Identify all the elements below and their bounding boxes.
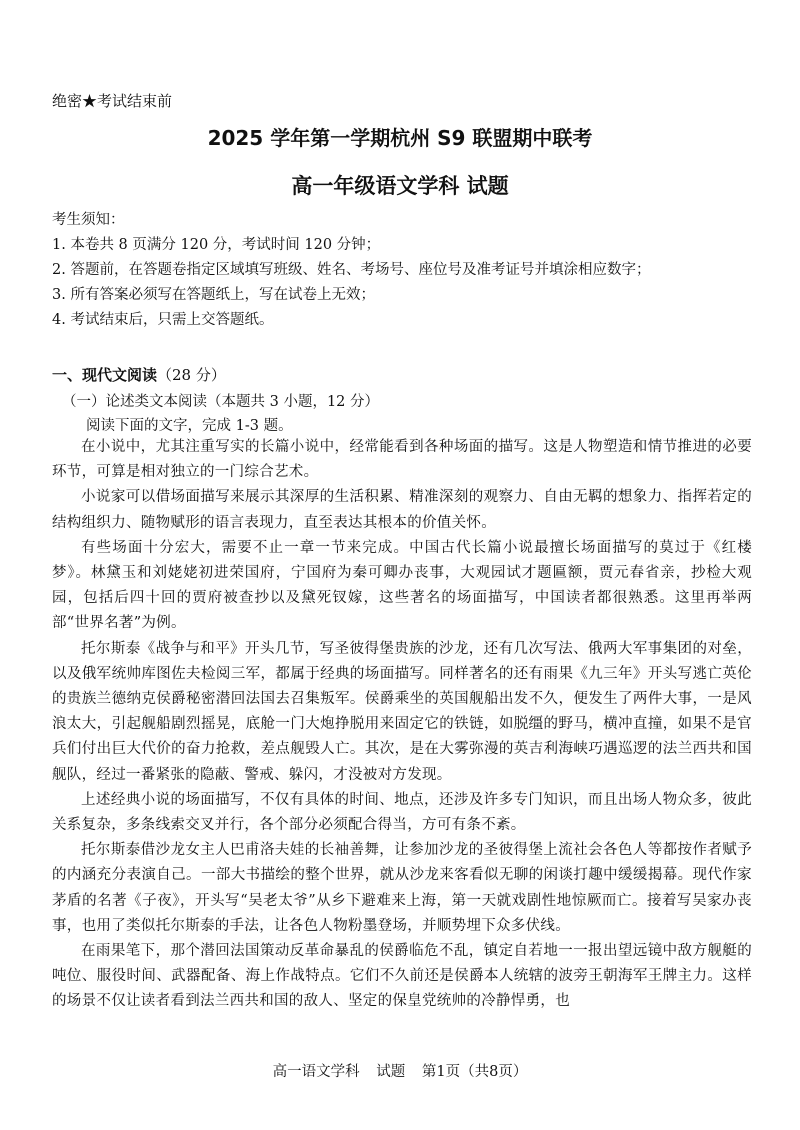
page-number: 第1页（共8页） (421, 1064, 528, 1080)
notice-item: 1. 本卷共 8 页满分 120 分，考试时间 120 分钟； (52, 237, 381, 253)
exam-subtitle: 高一年级语文学科 试题 (291, 174, 509, 198)
page-footer (0, 1060, 800, 1081)
article-body (52, 435, 752, 1015)
exam-title: 2025 学年第一学期杭州 S9 联盟期中联考 (207, 126, 593, 150)
confidential-label: 绝密★考试结束前 (52, 92, 173, 110)
candidate-notice (52, 208, 752, 333)
article-paragraph: 有些场面十分宏大，需要不止一章一节来完成。中国古代长篇小说最擅长场面描写的莫过于《红楼梦》。林黛玉和刘姥姥初进荣国府，宁国府为秦可卿办丧事，大观园试才题匾额，贾元春省亲，抄检大观园，包括后四十回的贾府被查抄以及黛死钗嫁，这些著名的场面描写，中国读者都很熟悉。这里再举两部“世界名著”为例。 (52, 539, 752, 632)
article-paragraph: 托尔斯泰借沙龙女主人巴甫洛夫娃的长袖善舞，让参加沙龙的圣彼得堡上流社会各色人等都按作者赋予的内涵充分表演自己。一部大书描绘的整个世界，就从沙龙来客看似无聊的闲谈打趣中缓缓揭幕。现代作家茅盾的名著《子夜》，开头写“吴老太爷”从乡下避难来上海，第一天就戏剧性地惊厥而亡。接着写吴家办丧事，也用了类似托尔斯泰的手法，让各色人物粉墨登场，并顺势埋下众多伏线。 (52, 842, 752, 934)
notice-item: 4. 考试结束后，只需上交答题纸。 (52, 312, 274, 328)
section-title: 一、现代文阅读 (52, 366, 158, 384)
article-paragraph: 在小说中，尤其注重写实的长篇小说中，经常能看到各种场面的描写。这是人物塑造和情节推进的必要环节，可算是相对独立的一门综合艺术。 (52, 439, 752, 481)
footer-label: 试题 (376, 1064, 406, 1080)
article-paragraph: 托尔斯泰《战争与和平》开头几节，写圣彼得堡贵族的沙龙，还有几次写法、俄两大军事集团的对垒，以及俄军统帅库图佐夫检阅三军，都属于经典的场面描写。同样著名的还有雨果《九三年》开头写逃亡英伦的贵族兰德纳克侯爵秘密潜回法国去召集叛军。侯爵乘坐的英国舰船出发不久，便发生了两件大事，一是风浪太大，引起舰船剧烈摇晃，底舱一门大炮挣脱用来固定它的铁链，如脱缰的野马，横冲直撞，如果不是官兵们付出巨大代价的奋力抢救，差点舰毁人亡。其次，是在大雾弥漫的英吉利海峡巧遇巡逻的法兰西共和国舰队，经过一番紧张的隐蔽、警戒、躲闪，才没被对方发现。 (52, 640, 752, 783)
footer-subject: 高一语文学科 (272, 1064, 360, 1080)
section-points: （28 分） (157, 366, 226, 384)
notice-item: 2. 答题前，在答题卷指定区域填写班级、姓名、考场号、座位号及准考证号并填涂相应数字； (52, 262, 651, 278)
section-heading (52, 364, 226, 385)
notice-item: 3. 所有答案必须写在答题纸上，写在试卷上无效； (52, 287, 375, 303)
subsection-heading: （一）论述类文本阅读（本题共 3 小题，12 分） (62, 394, 380, 410)
article-paragraph: 上述经典小说的场面描写，不仅有具体的时间、地点，还涉及许多专门知识，而且出场人物众多，彼此关系复杂，多条线索交叉并行，各个部分必须配合得当，方可有条不紊。 (52, 791, 752, 834)
reading-instruction: 阅读下面的文字，完成 1-3 题。 (86, 418, 293, 434)
notice-heading: 考生须知： (52, 212, 125, 228)
article-paragraph: 小说家可以借场面描写来展示其深厚的生活积累、精准深刻的观察力、自由无羁的想象力、指挥若定的结构组织力、随物赋形的语言表现力，直至表达其根本的价值关怀。 (52, 489, 752, 531)
article-paragraph: 在雨果笔下，那个潜回法国策动反革命暴乱的侯爵临危不乱，镇定自若地一一报出望远镜中敌方舰艇的吨位、服役时间、武器配备、海上作战特点。它们不久前还是侯爵本人统辖的波旁王朝海军王牌主力。这样的场景不仅让读者看到法兰西共和国的敌人、坚定的保皇党统帅的冷静悍勇，也 (52, 943, 752, 1010)
